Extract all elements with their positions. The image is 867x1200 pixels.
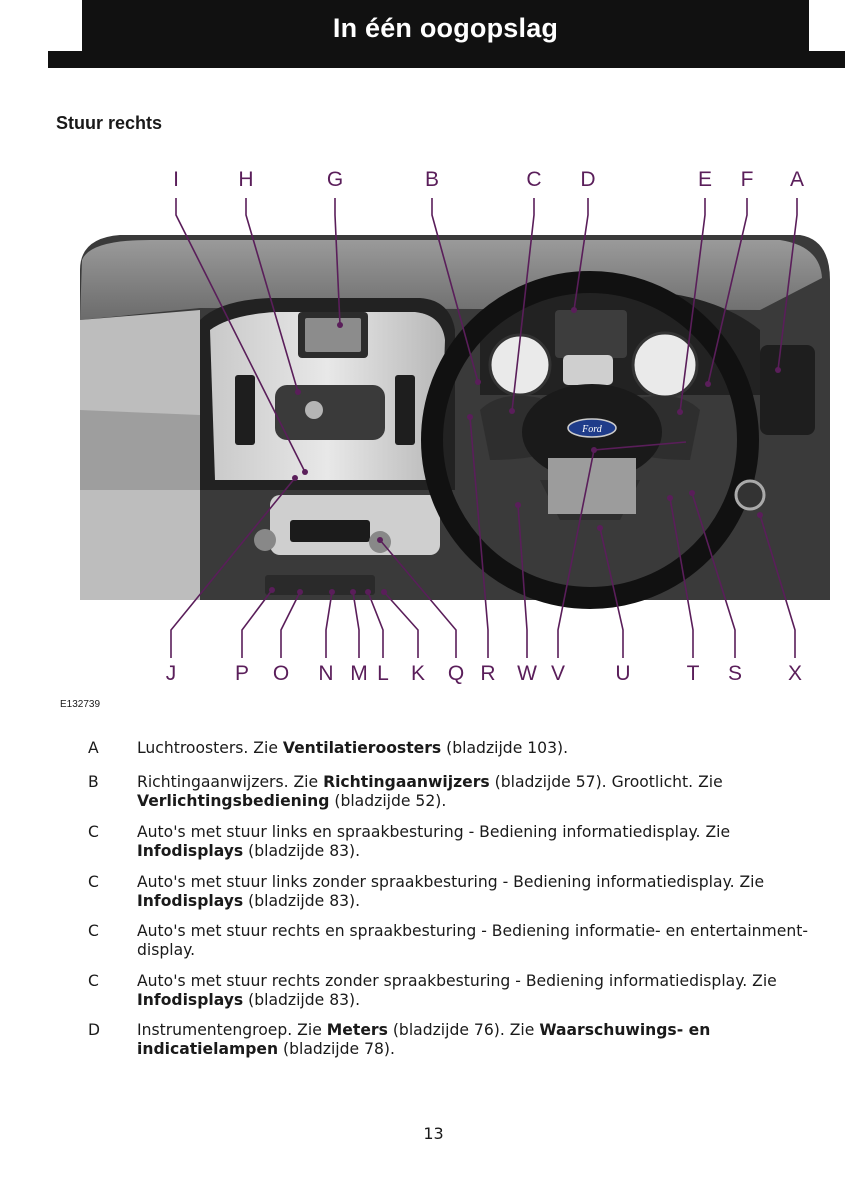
callout-label: Q [447, 662, 465, 685]
dashboard-figure [60, 160, 850, 700]
legend-text-run: (bladzijde 52). [329, 792, 447, 810]
callout-label: X [787, 662, 803, 685]
legend-text-run: Auto's met stuur links en spraakbesturing - Bediening informatiedisplay. Zie [137, 823, 731, 841]
legend-text-run: (bladzijde 83). [243, 991, 361, 1009]
legend-text [137, 773, 837, 811]
cross-reference: Infodisplays [137, 892, 244, 910]
page-header-title: In één oogopslag [332, 12, 559, 43]
callout-label: V [550, 662, 566, 685]
page-header [82, 0, 809, 56]
dashboard-illustration [60, 160, 850, 700]
callout-label: K [410, 662, 426, 685]
cross-reference: Meters [326, 1021, 388, 1039]
legend-text-run: (bladzijde 83). [243, 892, 361, 910]
legend-text-run: (bladzijde 83). [243, 842, 361, 860]
callout-labels-top [173, 168, 804, 191]
legend-text-run: Auto's met stuur links zonder spraakbesturing - Bediening informatiedisplay. Zie [137, 873, 765, 891]
legend-text-run: Richtingaanwijzers. Zie [137, 773, 324, 791]
legend-text-run: (bladzijde 76). Zie [387, 1021, 540, 1039]
callout-label: E [697, 168, 713, 191]
legend-text [137, 972, 837, 1010]
legend-text [137, 1021, 837, 1059]
callout-label: U [615, 662, 631, 685]
cross-reference: Verlichtingsbediening [137, 792, 330, 810]
legend-letter: C [88, 823, 99, 841]
callout-label: J [165, 662, 177, 685]
legend-letter: C [88, 922, 99, 940]
legend-letter: C [88, 972, 99, 990]
legend-text-run: (bladzijde 78). [278, 1040, 395, 1058]
legend-text [137, 873, 837, 911]
legend-text [137, 922, 837, 960]
legend-text [137, 823, 837, 861]
callout-label: G [326, 168, 344, 191]
callout-label: M [350, 662, 368, 685]
legend-letter: B [88, 773, 99, 791]
cross-reference: Richtingaanwijzers [323, 773, 490, 791]
page-number: 13 [423, 1124, 444, 1143]
callout-label: H [238, 168, 254, 191]
callout-label: N [318, 662, 334, 685]
callout-label: T [686, 662, 700, 685]
cross-reference: Infodisplays [137, 991, 244, 1009]
legend-letter: C [88, 873, 99, 891]
callout-label: I [173, 168, 179, 191]
section-title: Stuur rechts [56, 113, 163, 133]
legend-letter: D [88, 1021, 101, 1039]
callout-label: D [580, 168, 596, 191]
callout-label: S [727, 662, 743, 685]
callout-label: C [526, 168, 542, 191]
callout-label: R [480, 662, 496, 685]
callout-label: W [517, 662, 537, 685]
legend-text-run: Auto's met stuur rechts en spraakbesturing - Bediening informatie- en entertainment-display. [137, 922, 808, 959]
callout-label: O [272, 662, 290, 685]
ford-badge: Ford [582, 424, 602, 435]
callout-label: F [740, 168, 754, 191]
legend-text-run: (bladzijde 57). Grootlicht. Zie [489, 773, 723, 791]
cross-reference: Waarschuwings- en indicatielampen [137, 1021, 711, 1058]
cross-reference: Infodisplays [137, 842, 244, 860]
legend-text-run: Auto's met stuur rechts zonder spraakbesturing - Bediening informatiedisplay. Zie [137, 972, 777, 990]
callout-label: P [234, 662, 250, 685]
callout-labels-bottom [166, 662, 802, 685]
callout-label: A [789, 168, 805, 191]
callout-label: B [424, 168, 440, 191]
legend-text-run: Instrumentengroep. Zie [137, 1021, 327, 1039]
cross-reference: Ventilatieroosters [282, 739, 442, 757]
legend-text-run: (bladzijde 103). [441, 739, 569, 757]
legend-text [137, 739, 837, 758]
figure-id: E132739 [60, 699, 101, 710]
legend-letter: A [88, 739, 99, 757]
callout-label: L [377, 662, 389, 685]
legend-text-run: Luchtroosters. Zie [137, 739, 283, 757]
